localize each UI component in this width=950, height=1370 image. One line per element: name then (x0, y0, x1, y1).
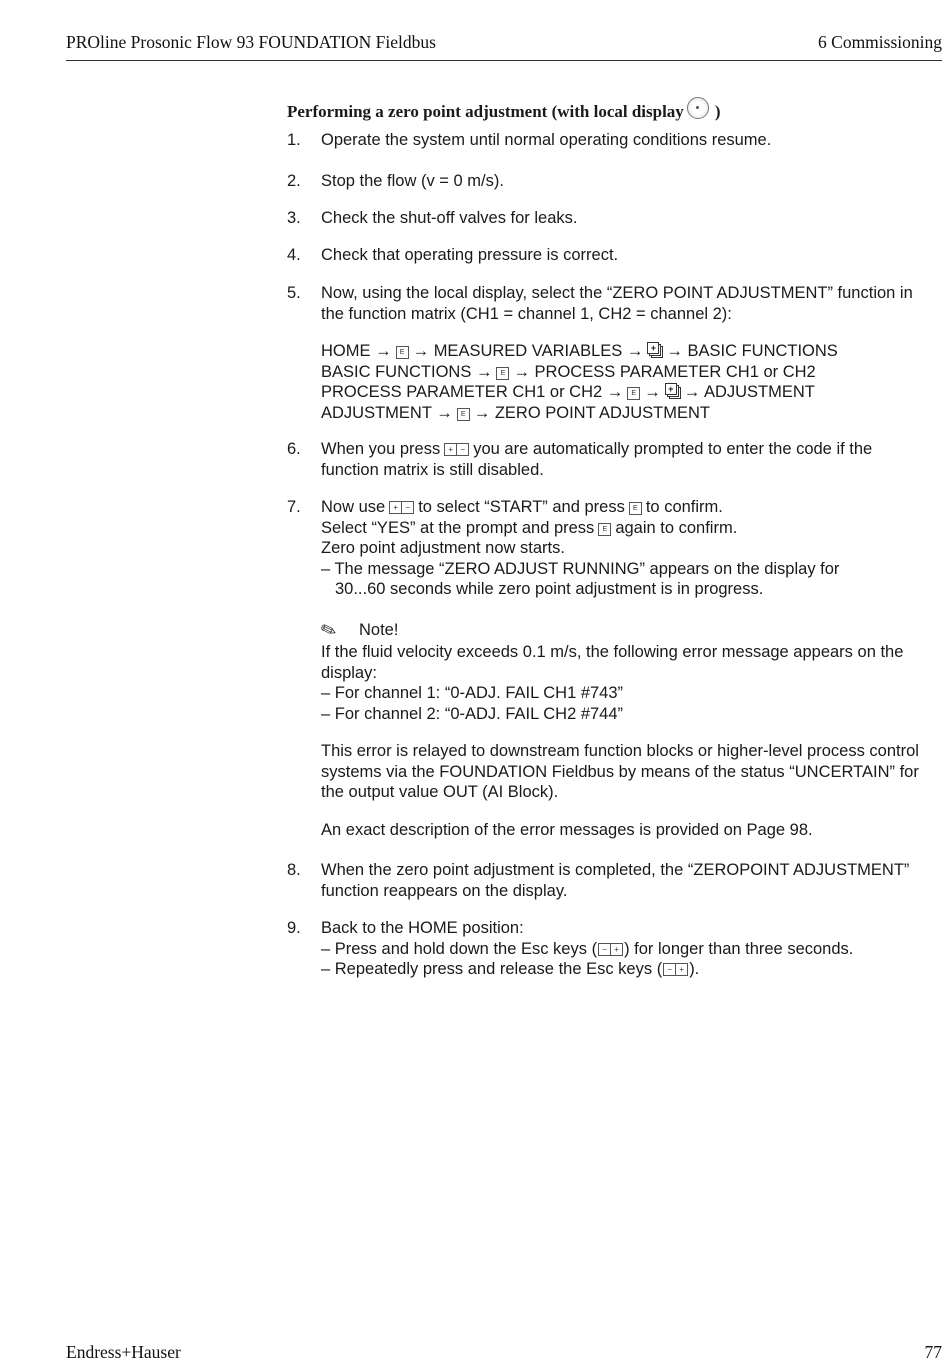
plus-minus-keys-icon: + − (389, 501, 414, 514)
note-text: This error is relayed to downstream function blocks or higher-level process control (321, 742, 919, 760)
step-text: ) for longer than three seconds. (624, 939, 854, 958)
step-text: When the zero point adjustment is completed, the “ZEROPOINT ADJUSTMENT” (321, 861, 910, 879)
step-text: function matrix is still disabled. (321, 460, 544, 479)
step-number: 6. (287, 440, 301, 458)
note-text: systems via the FOUNDATION Fieldbus by means of the status “UNCERTAIN” for (321, 762, 919, 781)
step-text: – The message “ZERO ADJUST RUNNING” appears on the display for (321, 559, 840, 578)
path-item: ADJUSTMENT (703, 383, 815, 401)
step-text: 30...60 seconds while zero point adjustment is in progress. (335, 580, 764, 598)
esc-keys-icon: − + (663, 963, 688, 976)
matrix-scroll-icon: + (647, 342, 662, 357)
step-text: Select “YES” at the prompt and press (321, 518, 595, 537)
arrow-icon: → (644, 383, 661, 401)
path-item: MEASURED VARIABLES (433, 342, 623, 360)
enter-key-icon: E (627, 387, 640, 400)
path-item: PROCESS PARAMETER CH1 or CH2 (321, 383, 603, 401)
pencil-note-icon: ✎ (317, 618, 341, 644)
section-title-close: ) (714, 102, 721, 121)
step-text: Now use (321, 498, 386, 516)
step-5 (287, 283, 947, 423)
step-text: Back to the HOME position: (321, 919, 524, 937)
step-text: – Repeatedly press and release the Esc keys ( (321, 960, 663, 978)
enter-key-icon: E (496, 367, 509, 380)
path-item: PROCESS PARAMETER CH1 or CH2 (534, 362, 816, 381)
note-text: display: (321, 663, 377, 682)
plus-minus-keys-icon: + − (444, 443, 469, 456)
step-number: 2. (287, 172, 301, 190)
arrow-icon: → (683, 383, 701, 401)
step-text: you are automatically prompted to enter the code if the (473, 440, 873, 458)
note-block (317, 618, 947, 725)
step-1 (287, 130, 947, 151)
header-left: PROline Prosonic Flow 93 FOUNDATION Fieldbus (66, 32, 436, 52)
note-text: – For channel 2: “0-ADJ. FAIL CH2 #744” (321, 704, 624, 723)
arrow-icon: → (412, 342, 430, 360)
step-text: When you press (321, 440, 441, 458)
esc-keys-icon: − + (598, 943, 623, 956)
step-number: 5. (287, 284, 301, 302)
step-4 (287, 245, 947, 266)
local-display-icon (687, 97, 709, 119)
step-text: Operate the system until normal operating conditions resume. (321, 131, 772, 149)
step-text: function reappears on the display. (321, 881, 568, 900)
step-number: 1. (287, 131, 301, 149)
arrow-icon: → (606, 383, 624, 401)
step-text: – Press and hold down the Esc keys ( (321, 939, 598, 958)
step-text: Now, using the local display, select the “ZERO POINT ADJUSTMENT” function in (321, 284, 913, 302)
step-text: again to confirm. (615, 518, 738, 537)
note-text: the output value OUT (AI Block). (321, 783, 559, 801)
step-number: 7. (287, 498, 301, 516)
matrix-scroll-icon: + (665, 383, 680, 398)
note-text: – For channel 1: “0-ADJ. FAIL CH1 #743” (321, 684, 624, 702)
step-text: Zero point adjustment now starts. (321, 539, 565, 557)
header-right: 6 Commissioning (818, 32, 942, 52)
path-item: HOME (321, 342, 371, 360)
step-text: to confirm. (645, 498, 723, 516)
step-2 (287, 171, 947, 192)
step-number: 8. (287, 861, 301, 879)
arrow-icon: → (436, 403, 453, 422)
step-number: 3. (287, 209, 301, 227)
note-label: Note! (359, 620, 399, 639)
path-item: ADJUSTMENT (321, 403, 432, 422)
header-rule (66, 60, 942, 61)
path-item: ZERO POINT ADJUSTMENT (494, 403, 710, 422)
step-3 (287, 208, 947, 229)
arrow-icon: → (513, 362, 530, 381)
step-text: Check that operating pressure is correct. (321, 246, 619, 264)
step-7 (287, 497, 947, 840)
step-number: 9. (287, 919, 301, 937)
step-text: to select “START” and press (418, 498, 625, 516)
step-text: Stop the flow (v = 0 m/s). (321, 172, 504, 190)
section-title-text: Performing a zero point adjustment (with local display (287, 102, 684, 121)
path-item: BASIC FUNCTIONS (321, 362, 472, 381)
arrow-icon: → (475, 362, 493, 381)
arrow-icon: → (626, 342, 644, 360)
enter-key-icon: E (629, 502, 642, 515)
step-8 (287, 860, 947, 901)
enter-key-icon: E (457, 408, 470, 421)
step-6 (287, 439, 947, 480)
arrow-icon: → (375, 342, 392, 360)
step-text: the function matrix (CH1 = channel 1, CH2 = channel 2): (321, 304, 732, 323)
note-text: An exact description of the error messages is provided on Page 98. (321, 820, 813, 839)
section-title (287, 97, 720, 122)
page-number: 77 (924, 1342, 942, 1362)
matrix-path (321, 341, 947, 423)
footer-brand: Endress+Hauser (66, 1342, 181, 1362)
step-number: 4. (287, 246, 301, 264)
arrow-icon: → (473, 403, 491, 422)
enter-key-icon: E (396, 346, 409, 359)
step-text: Check the shut-off valves for leaks. (321, 209, 578, 227)
step-9 (287, 918, 947, 980)
step-text: ). (689, 960, 700, 978)
enter-key-icon: E (598, 523, 611, 536)
arrow-icon: → (666, 342, 683, 360)
path-item: BASIC FUNCTIONS (687, 342, 838, 360)
note-text: If the fluid velocity exceeds 0.1 m/s, the following error message appears on the (321, 643, 904, 661)
